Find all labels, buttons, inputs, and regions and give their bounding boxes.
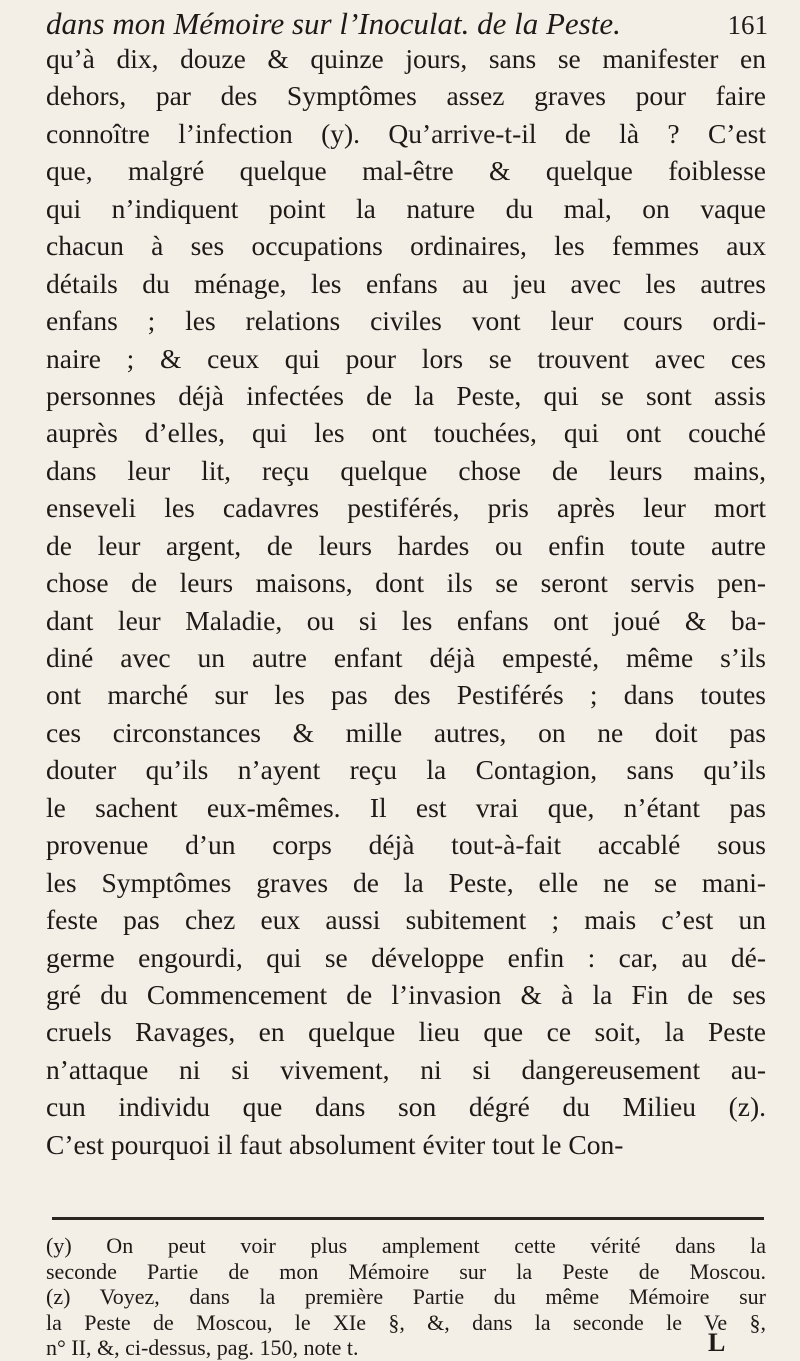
text-line: dans leur lit, reçu quelque chose de leurs mains, <box>46 454 766 486</box>
text-line: de leur argent, de leurs hardes ou enfin toute autre <box>46 529 766 561</box>
text-line: n’attaque ni si vivement, ni si dangereusement au- <box>46 1053 766 1085</box>
text-line: naire ; & ceux qui pour lors se trouvent avec ces <box>46 342 766 374</box>
footnote-line: (y) On peut voir plus amplement cette vérité dans la <box>46 1233 766 1258</box>
text-line: ces circonstances & mille autres, on ne doit pas <box>46 716 766 748</box>
text-line: qui n’indiquent point la nature du mal, on vaque <box>46 192 766 224</box>
text-line: qu’à dix, douze & quinze jours, sans se manifester en <box>46 43 766 74</box>
text-line: chose de leurs maisons, dont ils se seront servis pen- <box>46 567 766 599</box>
footnote-line: n° II, &, ci-dessus, pag. 150, note t. <box>46 1335 359 1360</box>
text-line: dant leur Maladie, ou si les enfans ont joué & ba- <box>46 604 766 636</box>
footnote-line: la Peste de Moscou, le XIe §, &, dans la seconde le Ve §, <box>46 1309 766 1335</box>
text-line: germe engourdi, qui se développe enfin : car, au dé- <box>46 941 766 973</box>
text-line: provenue d’un corps déjà tout-à-fait accablé sous <box>46 829 766 861</box>
text-line: ont marché sur les pas des Pestiférés ; dans toutes <box>46 679 766 711</box>
text-line: chacun à ses occupations ordinaires, les femmes aux <box>46 230 766 262</box>
running-title: dans mon Mémoire sur l’Inoculat. de la Peste. <box>46 6 621 41</box>
footnote-line: seconde Partie de mon Mémoire sur la Peste de Moscou. <box>46 1258 766 1284</box>
text-line: enfans ; les relations civiles vont leur cours ordi- <box>46 305 766 337</box>
footnote-divider <box>52 1217 764 1220</box>
page-number: 161 <box>727 10 768 40</box>
text-line: personnes déjà infectées de la Peste, qui se sont assis <box>46 379 766 411</box>
footnote-line: (z) Voyez, dans la première Partie du même Mémoire sur <box>46 1284 766 1309</box>
text-line: gré du Commencement de l’invasion & à la Fin de ses <box>46 978 766 1010</box>
text-line: feste pas chez eux aussi subitement ; mais c’est un <box>46 904 766 936</box>
footnotes <box>46 1233 766 1361</box>
running-head <box>46 6 768 42</box>
text-line: le sachent eux-mêmes. Il est vrai que, n’étant pas <box>46 791 766 823</box>
text-line: les Symptômes graves de la Peste, elle ne se mani- <box>46 866 766 898</box>
text-line: douter qu’ils n’ayent reçu la Contagion, sans qu’ils <box>46 754 766 786</box>
text-line: que, malgré quelque mal-être & quelque foiblesse <box>46 155 766 187</box>
text-line: enseveli les cadavres pestiférés, pris après leur mort <box>46 492 766 524</box>
text-line: cun individu que dans son dégré du Milieu (z). <box>46 1091 766 1123</box>
text-line: connoître l’infection (y). Qu’arrive-t-il de là ? C’est <box>46 117 766 149</box>
text-line: diné avec un autre enfant déjà empesté, même s’ils <box>46 642 766 673</box>
text-line: C’est pourquoi il faut absolument éviter tout le Con- <box>46 1128 624 1160</box>
text-line: cruels Ravages, en quelque lieu que ce soit, la Peste <box>46 1016 766 1048</box>
signature-mark: L <box>708 1328 726 1357</box>
text-line: dehors, par des Symptômes assez graves pour faire <box>46 80 766 112</box>
text-line: détails du ménage, les enfans au jeu avec les autres <box>46 267 766 299</box>
text-line: auprès d’elles, qui les ont touchées, qui ont couché <box>46 417 766 449</box>
body-text <box>46 40 766 1163</box>
